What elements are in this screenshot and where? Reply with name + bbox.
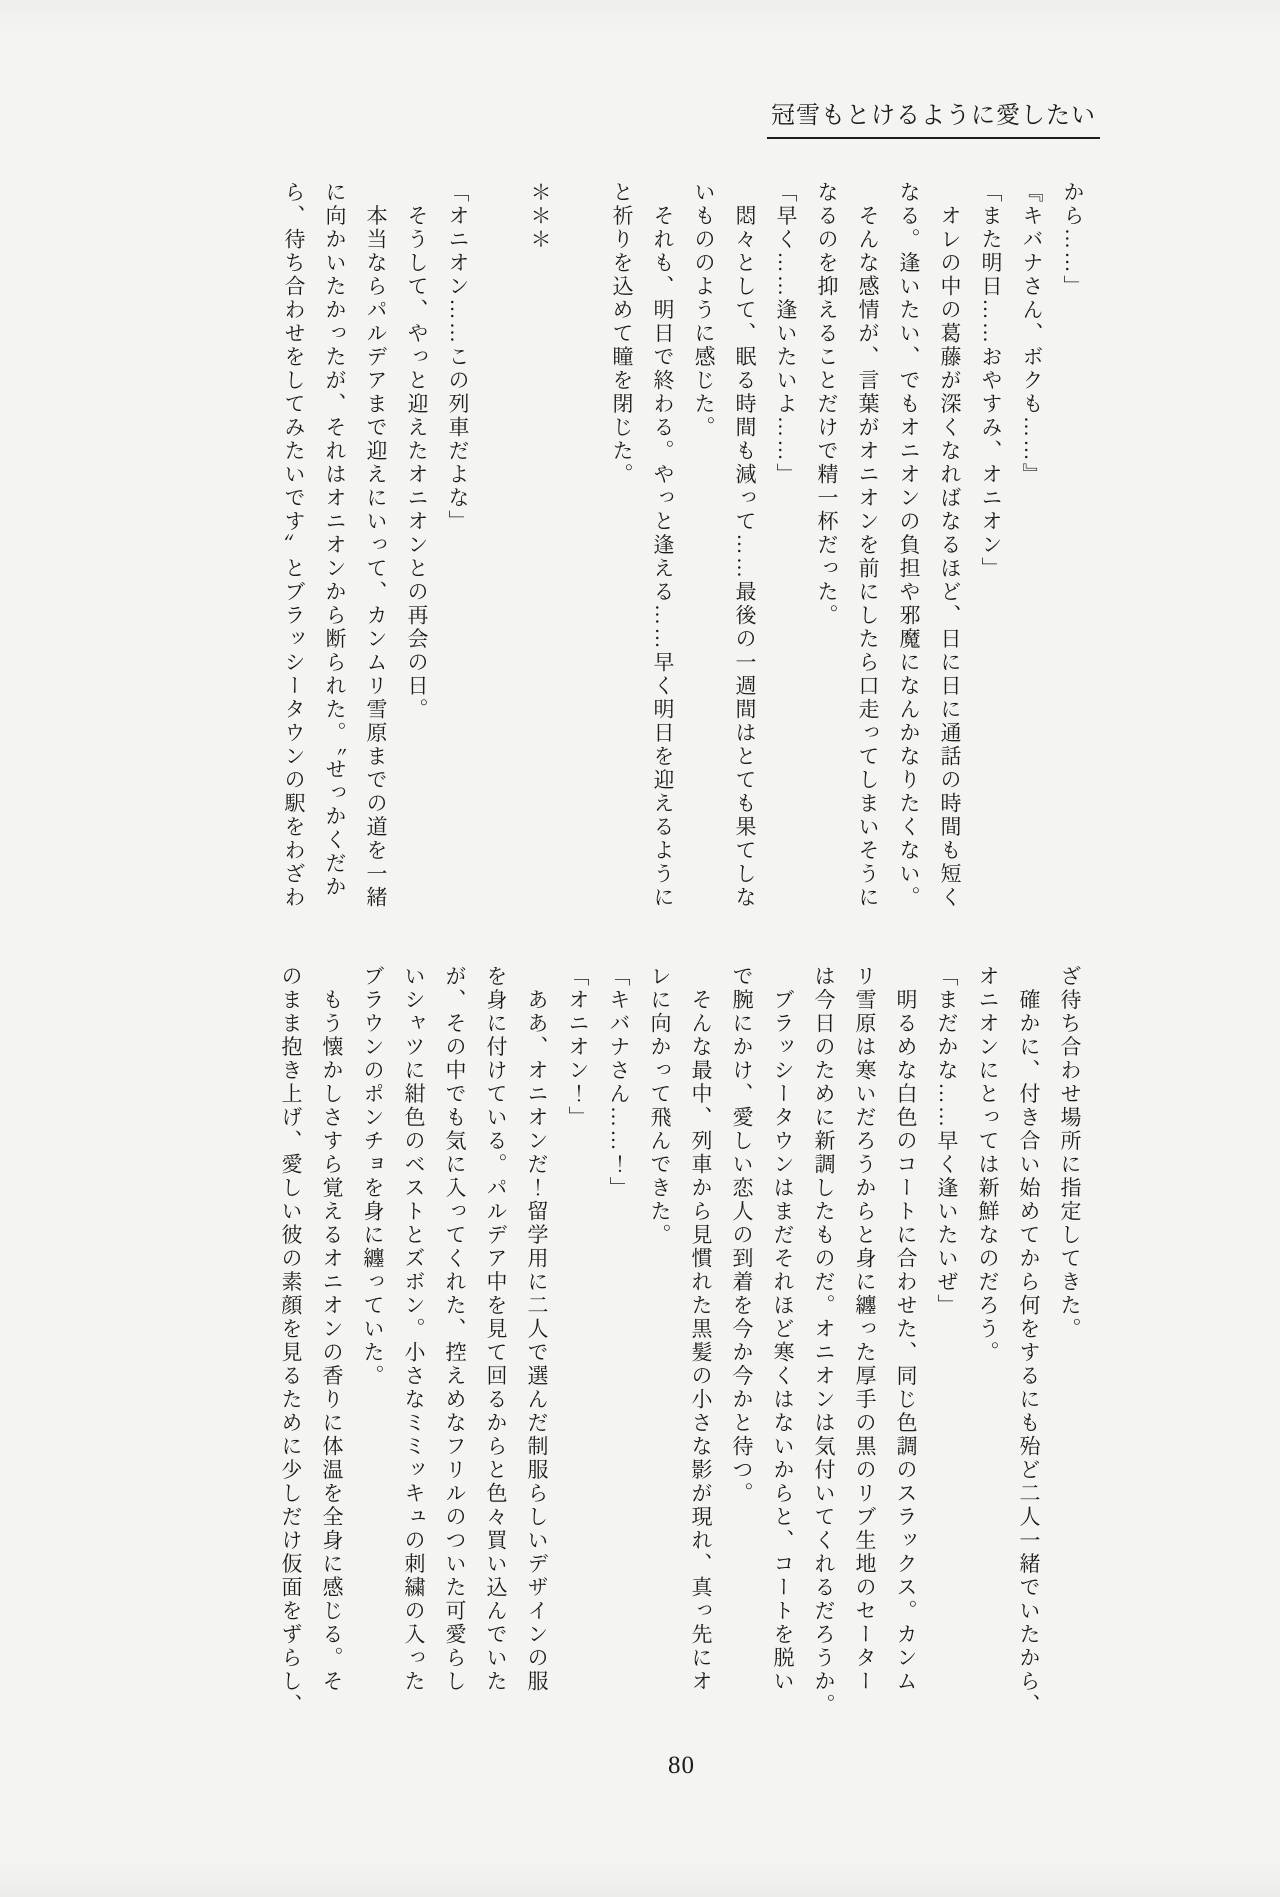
text-column: 「まだかな……早く逢いたいぜ」 xyxy=(935,965,959,1318)
text-column: ら、待ち合わせをしてみたいです〞とブラッシータウンの駅をわざわ xyxy=(282,181,306,910)
text-column: ざ待ち合わせ場所に指定してきた。 xyxy=(1058,965,1082,1341)
text-column: 明るめな白色のコートに合わせた、同じ色調のスラックス。カンム xyxy=(894,965,918,1694)
blank-column xyxy=(478,181,519,923)
text-column: それも、明日で終わる。やっと逢える……早く明日を迎えるように xyxy=(651,181,675,910)
text-column: を身に付けている。パルデア中を見て回るからと色々買い込んでいた xyxy=(484,965,508,1694)
text-column: と祈りを込めて瞳を閉じた。 xyxy=(610,181,634,487)
text-column: 「また明日……おやすみ、オニオン」 xyxy=(979,181,1003,581)
text-column: なる。逢いたい、でもオニオンの負担や邪魔になんかなりたくない。 xyxy=(897,181,921,910)
text-column: レに向かって飛んできた。 xyxy=(648,965,672,1247)
text-column: 本当ならパルデアまで迎えにいって、カンムリ雪原までの道を一緒 xyxy=(364,181,388,910)
text-column: 「オニオン……この列車だよな」 xyxy=(446,181,470,534)
text-column: は今日のために新調したものだ。オニオンは気付いてくれるだろうか。 xyxy=(812,965,836,1717)
text-column: リ雪原は寒いだろうからと身に纏った厚手の黒のリブ生地のセーター xyxy=(853,965,877,1694)
text-column: なるのを抑えることだけで精一杯だった。 xyxy=(815,181,839,628)
text-column: 「オニオン！」 xyxy=(566,965,590,1130)
text-column: そんな感情が、言葉がオニオンを前にしたら口走ってしまいそうに xyxy=(856,181,880,910)
text-column: オレの中の葛藤が深くなればなるほど、日に日に通話の時間も短く xyxy=(938,181,962,910)
page-number: 80 xyxy=(668,1752,695,1779)
text-column: ブラウンのポンチョを身に纏っていた。 xyxy=(361,965,385,1388)
text-column: 『キバナさん、ボクも……』 xyxy=(1020,181,1044,487)
text-column: もう懐かしさすら覚えるオニオンの香りに体温を全身に感じる。そ xyxy=(320,965,344,1694)
text-column: で腕にかけ、愛しい恋人の到着を今か今かと待つ。 xyxy=(730,965,754,1506)
text-column: に向かいたかったが、それはオニオンから断られた。〝せっかくだか xyxy=(323,181,347,899)
running-header-title: 冠雪もとけるように愛したい xyxy=(767,95,1100,139)
text-column: いもののように感じた。 xyxy=(692,181,716,440)
upper-text-block xyxy=(273,181,1093,923)
text-column: ああ、オニオンだ！留学用に二人で選んだ制服らしいデザインの服 xyxy=(525,965,549,1694)
text-column: から……」 xyxy=(1061,181,1085,299)
text-column: ブラッシータウンはまだそれほど寒くはないからと、コートを脱い xyxy=(771,965,795,1694)
section-divider-asterisks: ＊＊＊ xyxy=(528,181,552,252)
text-column: そんな最中、列車から見慣れた黒髪の小さな影が現れ、真っ先にオ xyxy=(689,965,713,1694)
text-column: 「早く……逢いたいよ……」 xyxy=(774,181,798,487)
text-column: オニオンにとっては新鮮なのだろう。 xyxy=(976,965,1000,1365)
text-column: そうして、やっと迎えたオニオンとの再会の日。 xyxy=(405,181,429,722)
lower-text-block xyxy=(270,965,1090,1717)
text-column: のまま抱き上げ、愛しい彼の素顔を見るために少しだけ仮面をずらし、 xyxy=(279,965,303,1717)
text-column: 悶々として、眠る時間も減って……最後の一週間はとても果てしな xyxy=(733,181,757,910)
blank-column xyxy=(560,181,601,923)
text-column: が、その中でも気に入ってくれた、控えめなフリルのついた可愛らし xyxy=(443,965,467,1694)
text-column: いシャツに紺色のベストとズボン。小さなミミッキュの刺繍の入った xyxy=(402,965,426,1694)
text-column: 確かに、付き合い始めてから何をするにも殆ど二人一緒でいたから、 xyxy=(1017,965,1041,1717)
text-column: 「キバナさん……！」 xyxy=(607,965,631,1200)
